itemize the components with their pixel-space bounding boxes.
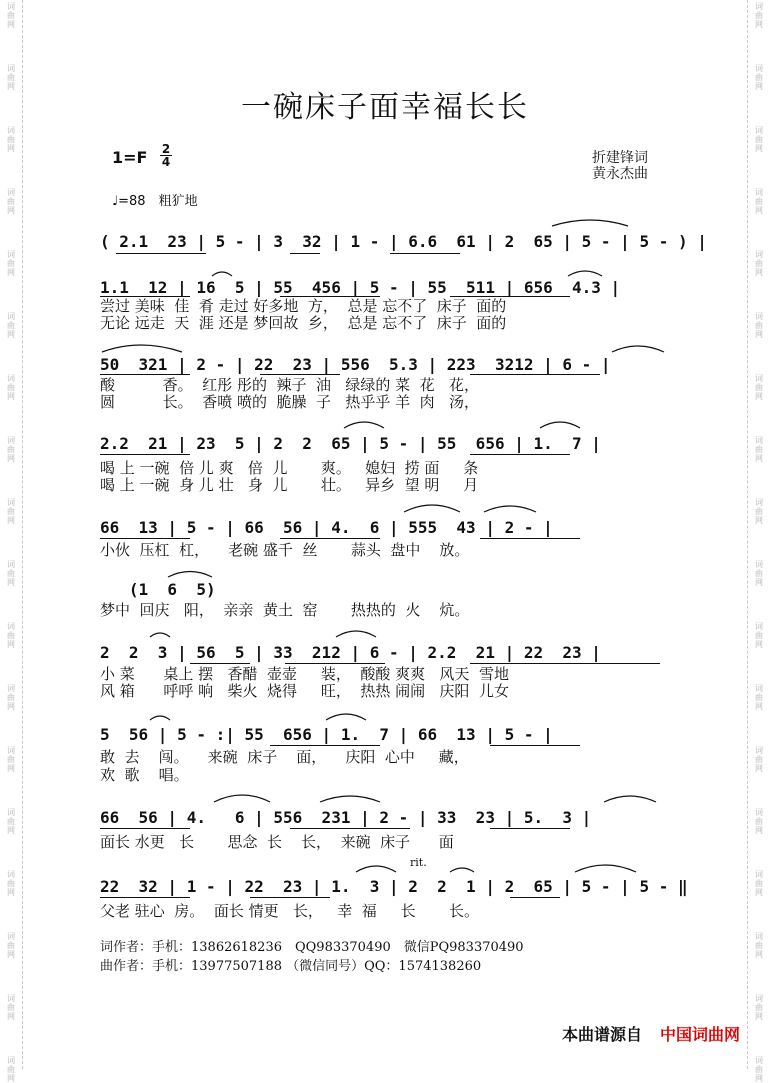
watermark-text: 词 曲 网 xyxy=(7,312,15,339)
slur-arc xyxy=(150,716,170,720)
watermark-text: 词 曲 网 xyxy=(755,1056,763,1083)
watermark-text: 词 曲 网 xyxy=(755,622,763,649)
watermark-text: 词 曲 网 xyxy=(755,312,763,339)
watermark-text: 词 曲 网 xyxy=(755,2,763,29)
notation-row-0: ( 2.1 23 | 5 - | 3 32 | 1 - | 6.6 61 | 2 65 | 5 - | 5 - ) | xyxy=(100,232,707,251)
notation-row-1: 1.1 12 | 16 5 | 55 456 | 5 - | 55 511 | 656 4.3 | xyxy=(100,278,621,297)
watermark-text: 词 曲 网 xyxy=(755,932,763,959)
lyricist-contact: 词作者：手机：13862618236 QQ983370490 微信PQ983370490 xyxy=(100,940,524,955)
lyric-row-7a: 敢 去 闯。 来碗 床子 面， 庆阳 心中 藏， xyxy=(100,748,469,766)
watermark-text: 词 曲 网 xyxy=(755,684,763,711)
lyric-row-2a: 酸 香。 红彤 彤的 辣子 油 绿绿的 菜 花 花， xyxy=(100,376,479,394)
lyric-row-4a: 小伙 压杠 杠， 老碗 盛千 丝 蒜头 盘中 放。 xyxy=(100,541,470,559)
watermark-text: 词 曲 网 xyxy=(7,188,15,215)
watermark-text: 词 曲 网 xyxy=(7,746,15,773)
watermark-text: 词 曲 网 xyxy=(7,622,15,649)
source-label: 本曲谱源自 xyxy=(561,1025,642,1044)
watermark-text: 词 曲 网 xyxy=(7,436,15,463)
composer-credit: 黄永杰曲 xyxy=(592,166,648,182)
slur-arc xyxy=(356,866,396,872)
lyric-row-3a: 喝 上 一碗 倍 儿 爽 倍 儿 爽。 媳妇 捞 面 条 xyxy=(100,459,479,477)
watermark-text: 词 曲 网 xyxy=(7,994,15,1021)
watermark-text: 词 曲 网 xyxy=(755,188,763,215)
notation-row-4: 66 13 | 5 - | 66 56 | 4. 6 | 555 43 | 2 - | xyxy=(100,518,553,537)
watermark-text: 词 曲 网 xyxy=(755,746,763,773)
ritardando-marking: rit. xyxy=(410,856,427,869)
watermark-text: 词 曲 网 xyxy=(755,870,763,897)
slur-arc xyxy=(612,346,664,352)
notation-row-7: 5 56 | 5 - :| 55 656 | 1. 7 | 66 13 | 5 - | xyxy=(100,725,553,744)
slur-arc xyxy=(552,220,628,226)
slur-arc xyxy=(450,868,474,872)
notation-row-5: (1 6 5) xyxy=(100,580,216,599)
watermark-text: 词 曲 网 xyxy=(7,1056,15,1083)
source-attribution xyxy=(562,1022,740,1045)
watermark-text: 词 曲 网 xyxy=(7,250,15,277)
slur-arc xyxy=(344,422,384,428)
watermark-text: 词 曲 网 xyxy=(7,498,15,525)
lyric-row-6b: 风 箱 呼呼 响 柴火 烧得 旺， 热热 闹闹 庆阳 儿女 xyxy=(100,682,509,700)
watermark-text: 词 曲 网 xyxy=(7,808,15,835)
key-signature: 1=F xyxy=(112,148,148,167)
lyric-row-6a: 小 菜 桌上 摆 香醋 壶壶 装， 酸酸 爽爽 风天 雪地 xyxy=(100,665,509,683)
watermark-text: 词 曲 网 xyxy=(7,126,15,153)
watermark-text: 词 曲 网 xyxy=(755,436,763,463)
slur-arc xyxy=(102,345,182,352)
watermark-text: 词 曲 网 xyxy=(755,374,763,401)
lyric-row-3b: 喝 上 一碗 身 儿 壮 身 儿 壮。 异乡 望 明 月 xyxy=(100,476,479,494)
slur-arc xyxy=(326,714,366,720)
watermark-text: 词 曲 网 xyxy=(7,560,15,587)
watermark-text: 词 曲 网 xyxy=(755,126,763,153)
slur-arc xyxy=(214,795,270,802)
time-signature-top: 2 xyxy=(161,142,171,156)
slur-arc xyxy=(212,272,232,276)
lyric-row-9a: 父老 驻心 房。 面长 情更 长， 幸 福 长 长。 xyxy=(100,902,479,920)
notation-row-3: 2.2 21 | 23 5 | 2 2 65 | 5 - | 55 656 | 1. 7 | xyxy=(100,434,601,453)
tempo-marking: ♩=88 粗犷地 xyxy=(112,194,198,209)
song-title: 一碗床子面幸福长长 xyxy=(241,90,529,125)
notation-row-6: 2 2 3 | 56 5 | 33 212 | 6 - | 2.2 21 | 22 23 | xyxy=(100,643,601,662)
slur-arc xyxy=(336,631,376,637)
watermark-text: 词 曲 网 xyxy=(755,808,763,835)
slur-arc xyxy=(404,505,460,512)
slur-arc xyxy=(540,422,580,428)
watermark-text: 词 曲 网 xyxy=(755,64,763,91)
lyric-row-1b: 无论 远走 天 涯 还是 梦回故 乡， 总是 忘不了 床子 面的 xyxy=(100,314,507,332)
watermark-text: 词 曲 网 xyxy=(7,870,15,897)
lyric-row-1a: 尝过 美味 佳 肴 走过 好多地 方， 总是 忘不了 床子 面的 xyxy=(100,297,507,315)
slur-arc xyxy=(320,796,380,802)
lyric-row-8a: 面长 水更 长 思念 长 长， 来碗 床子 面 xyxy=(100,833,454,851)
watermark-text: 词 曲 网 xyxy=(755,994,763,1021)
watermark-text: 词 曲 网 xyxy=(7,932,15,959)
lyricist-credit: 折建锋词 xyxy=(592,150,648,166)
slur-arc xyxy=(484,506,536,512)
slur-arc xyxy=(168,572,212,578)
watermark-text: 词 曲 网 xyxy=(7,2,15,29)
watermark-text: 词 曲 网 xyxy=(7,374,15,401)
slur-arc xyxy=(568,271,602,276)
lyric-row-5a: 梦中 回庆 阳， 亲亲 黄土 窑 热热的 火 炕。 xyxy=(100,601,470,619)
source-site-link[interactable]: 中国词曲网 xyxy=(659,1025,740,1044)
watermark-text: 词 曲 网 xyxy=(755,560,763,587)
slur-arc xyxy=(150,633,170,637)
watermark-text: 词 曲 网 xyxy=(755,498,763,525)
notation-row-8: 66 56 | 4. 6 | 556 231 | 2 - | 33 23 | 5. 3 | xyxy=(100,808,592,827)
watermark-text: 词 曲 网 xyxy=(7,684,15,711)
lyric-row-7b: 欢 歌 唱。 xyxy=(100,766,189,784)
notation-row-9: 22 32 | 1 - | 22 23 | 1. 3 | 2 2 1 | 2 65 | 5 - | 5 - ‖ xyxy=(100,877,688,896)
watermark-text: 词 曲 网 xyxy=(7,64,15,91)
time-signature-bottom: 4 xyxy=(161,155,171,169)
watermark-text: 词 曲 网 xyxy=(755,250,763,277)
notation-row-2: 50 321 | 2 - | 22 23 | 556 5.3 | 223 3212 | 6 - | xyxy=(100,355,611,374)
slur-arc xyxy=(604,796,656,802)
slur-arc xyxy=(575,865,636,872)
lyric-row-2b: 圆 长。 香喷 喷的 脆臊 子 热乎乎 羊 肉 汤， xyxy=(100,393,479,411)
composer-contact: 曲作者：手机：13977507188 （微信同号）QQ：1574138260 xyxy=(100,959,482,974)
